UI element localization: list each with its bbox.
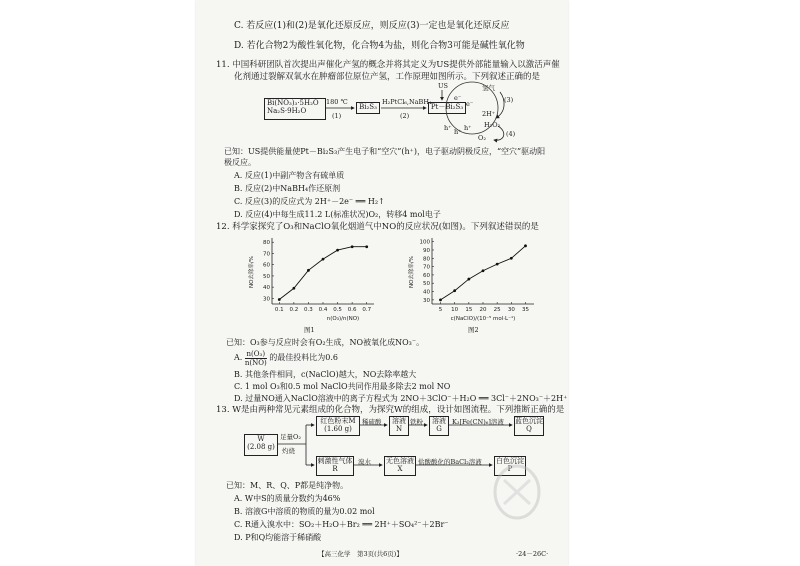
footer-page-info: 【高三化学 第3页(共6页)】 [318, 550, 403, 558]
y-tick-label: 30 [423, 297, 430, 304]
figure-2-chart [406, 234, 546, 332]
o2-label: O₂ [478, 134, 486, 142]
q11-option-b: B. 反应(2)中NaBH₄作还原剂 [234, 184, 341, 193]
hole-label-1: h⁺ [444, 124, 452, 132]
x-tick-label: 10 [451, 307, 459, 313]
electron-label-2: e⁻ [466, 100, 474, 108]
bromine-water-label: 溴水 [358, 458, 371, 466]
cond-180c: 180 ℃ [326, 98, 348, 106]
q11-stem-line2: 化剂通过裂解双氧水在肿瘤部位原位产氢，工作原理如图所示。下列叙述正确的是 [234, 72, 541, 82]
electron-label-1: e⁻ [454, 94, 462, 102]
y-tick-label: 80 [263, 240, 270, 247]
x-tick-label: 0.2 [289, 307, 299, 313]
g-label-2: G [436, 425, 442, 433]
hole-label-2: h⁺ [454, 128, 462, 136]
x-tick-label: 0.4 [318, 307, 328, 313]
r-label-2: R [332, 465, 338, 473]
faint-stamp-mark [492, 462, 542, 522]
q13-stem: 13. W是由两种常见元素组成的化合物，为探究W的组成，设计如图流程。下列推断正确的是 [216, 405, 565, 415]
y-tick-label: 30 [263, 296, 270, 303]
data-point [453, 289, 456, 292]
figure-1-label: 图1 [304, 326, 315, 334]
x-tick-label: 15 [465, 307, 473, 313]
q12-known: 已知：O₃参与反应时会有O₂生成，NO被氧化成NO₃⁻。 [226, 338, 425, 347]
data-point [467, 278, 470, 281]
q-label-1: 蓝色沉淀 [515, 417, 543, 425]
y-axis-title: NO去除率/% [409, 255, 415, 289]
step-2-label: (2) [400, 112, 410, 120]
y-tick-label: 90 [423, 247, 430, 254]
q12-option-b: B. 其他条件相同，c(NaClO)越大，NO去除率越大 [234, 370, 417, 379]
burn-label: 灼烧 [282, 447, 295, 455]
q11-option-d: D. 反应(4)中每生成11.2 L(标准状况)O₂，转移4 mol电子 [234, 210, 441, 219]
y-tick-label: 60 [263, 262, 270, 269]
excess-oxygen-label: 足量O₂ [280, 433, 301, 441]
y-axis-title: NO去除率/% [249, 255, 255, 289]
x-tick-label: 0.6 [347, 307, 357, 313]
m-mass: (1.60 g) [324, 425, 352, 433]
bi2s3-box: Bi₂S₃ [356, 102, 380, 114]
q12-option-a [234, 348, 338, 368]
q10-option-d: D. 若化合物2为酸性氧化物，化合物4为盐，则化合物3可能是碱性氧化物 [234, 41, 525, 51]
hydrogen-label: 氢气 [482, 84, 495, 92]
x-tick-label: 20 [479, 307, 487, 313]
x-label-1: 无色溶液 [386, 457, 414, 465]
q11-known-line2: 极反应。 [224, 158, 256, 167]
series-line [441, 246, 526, 300]
q12-option-d: D. 过量NO通入NaClO溶液中的离子方程式为 2NO＋3ClO⁻＋H₂O ══ 3Cl⁻＋2NO₃⁻＋2H⁺ [234, 394, 568, 403]
m-label: 红色粉末M [320, 417, 356, 425]
q13-option-c: C. R通入溴水中：SO₂＋H₂O＋Br₂ ══ 2H⁺＋SO₄²⁻＋2Br⁻ [234, 520, 449, 529]
dilute-acid-label: 稀硫酸 [362, 418, 382, 426]
data-point [496, 263, 499, 266]
w-label: W [257, 435, 265, 443]
catalyst-circle [446, 82, 501, 134]
x-tick-label: 25 [493, 307, 501, 313]
data-point [322, 258, 325, 261]
x-tick-label: 0.7 [362, 307, 372, 313]
n-label-2: N [395, 425, 403, 433]
series-line [279, 247, 366, 300]
reactant-sodium-sulfide: Na₂S·9H₂O [267, 107, 307, 115]
data-point [439, 298, 442, 301]
q12-option-a-fraction [245, 350, 267, 367]
y-tick-label: 40 [263, 285, 270, 292]
arrow-step-4 [494, 126, 504, 140]
q12-stem: 12. 科学家探究了O₃和NaClO氧化烟道气中NO的反应状况(如图)。下列叙述错误的是 [216, 222, 539, 232]
y-tick-label: 50 [263, 273, 270, 280]
data-point [307, 269, 310, 272]
n-label-1: 溶液 [392, 417, 406, 425]
fraction-numerator: n(O₃) [246, 349, 266, 358]
q13-option-b: B. 溶液G中溶质的物质的量为0.02 mol [234, 507, 375, 516]
w-mass: (2.08 g) [247, 443, 275, 451]
x-tick-label: 0.3 [304, 307, 313, 313]
hole-label-3: h⁺ [464, 124, 472, 132]
data-point [278, 298, 281, 301]
q13-option-d: D. P和Q均能溶于稀硝酸 [234, 533, 322, 542]
k3-ferricyanide-label: K₃[Fe(CN)₆]溶液 [452, 418, 504, 426]
y-tick-label: 60 [423, 272, 430, 279]
cond-h2ptcl6-nabh4: H₂PtCl₆,NaBH₄ [382, 98, 432, 106]
q11-option-c: C. 反应(3)的反应式为 2H⁺－2e⁻ ══ H₂↑ [234, 197, 385, 206]
q12-option-a-prefix: A. [234, 353, 243, 362]
x-tick-label: 0.1 [274, 307, 284, 313]
data-point [351, 245, 354, 248]
x-tick-label: 30 [507, 307, 515, 313]
q11-scheme-arrows [196, 0, 568, 160]
y-tick-label: 50 [423, 281, 430, 288]
step-3-label: (3) [504, 96, 514, 104]
step-4-label: (4) [506, 130, 516, 138]
q11-stem-line1: 11. 中国科研团队首次提出声催化产氢的概念并将其定义为US提供外部能量输入以激活声催 [216, 60, 560, 70]
q10-option-c: C. 若反应(1)和(2)是氧化还原反应，则反应(3)一定也是氧化还原反应 [234, 21, 510, 31]
q12-option-c: C. 1 mol O₃和0.5 mol NaClO共同作用最多除去2 mol NO [234, 382, 451, 391]
data-point [292, 287, 295, 290]
us-label: US [438, 82, 448, 90]
data-point [524, 244, 527, 247]
y-tick-label: 70 [263, 251, 270, 258]
h2o2-label: H₂O₂ [484, 121, 501, 129]
fraction-denominator: n(NO) [244, 358, 267, 367]
y-tick-label: 100 [419, 239, 430, 246]
footer-code: ·24－26C· [516, 550, 549, 558]
q-label-2: Q [526, 425, 532, 433]
q13-option-a: A. W中S的质量分数约为46% [234, 494, 341, 503]
data-point [510, 257, 513, 260]
bacl2-label: 盐酸酸化的BaCl₂溶液 [418, 458, 482, 466]
data-point [336, 249, 339, 252]
q13-known: 已知：M、R、Q、P都是纯净物。 [226, 481, 349, 490]
iron-powder-label: 铁粉 [410, 418, 423, 426]
q11-option-a: A. 反应(1)中副产物含有硫单质 [234, 171, 345, 180]
figure-1-chart [246, 234, 386, 332]
r-label-1: 刺激性气体 [317, 457, 353, 465]
step-1-label: (1) [332, 112, 342, 120]
x-axis-title: n(O₃)/n(NO) [326, 316, 360, 322]
x-tick-label: 0.5 [333, 307, 342, 313]
x-label-2: X [397, 465, 403, 473]
p-label-1: 白色沉淀 [496, 457, 524, 465]
x-axis-title: c(NaClO)/(10⁻⁵ mol·L⁻¹) [450, 316, 516, 322]
g-label-1: 溶液 [432, 417, 446, 425]
q12-option-a-suffix: 的最佳投料比为0.6 [269, 353, 338, 362]
data-point [482, 269, 485, 272]
h-plus-label: 2H⁺ [482, 110, 496, 118]
p-label-2: P [507, 465, 513, 473]
data-point [365, 245, 368, 248]
figure-2-label: 图2 [468, 326, 479, 334]
exam-page [196, 0, 568, 566]
y-tick-label: 40 [423, 289, 430, 296]
x-tick-label: 35 [522, 307, 529, 313]
reactant-bismuth-nitrate: Bi(NO₃)₃·5H₂O [267, 99, 319, 107]
pt-bi2s3-box: Pt－Bi₂S₃ [428, 102, 466, 114]
y-tick-label: 70 [423, 264, 430, 271]
q11-known-line1: 已知：US提供能量使Pt－Bi₂S₃产生电子和“空穴”(h⁺)，电子驱动阴极反应，“空穴”驱动阳 [224, 147, 546, 156]
y-tick-label: 80 [423, 256, 430, 263]
x-tick-label: 5 [438, 307, 443, 313]
